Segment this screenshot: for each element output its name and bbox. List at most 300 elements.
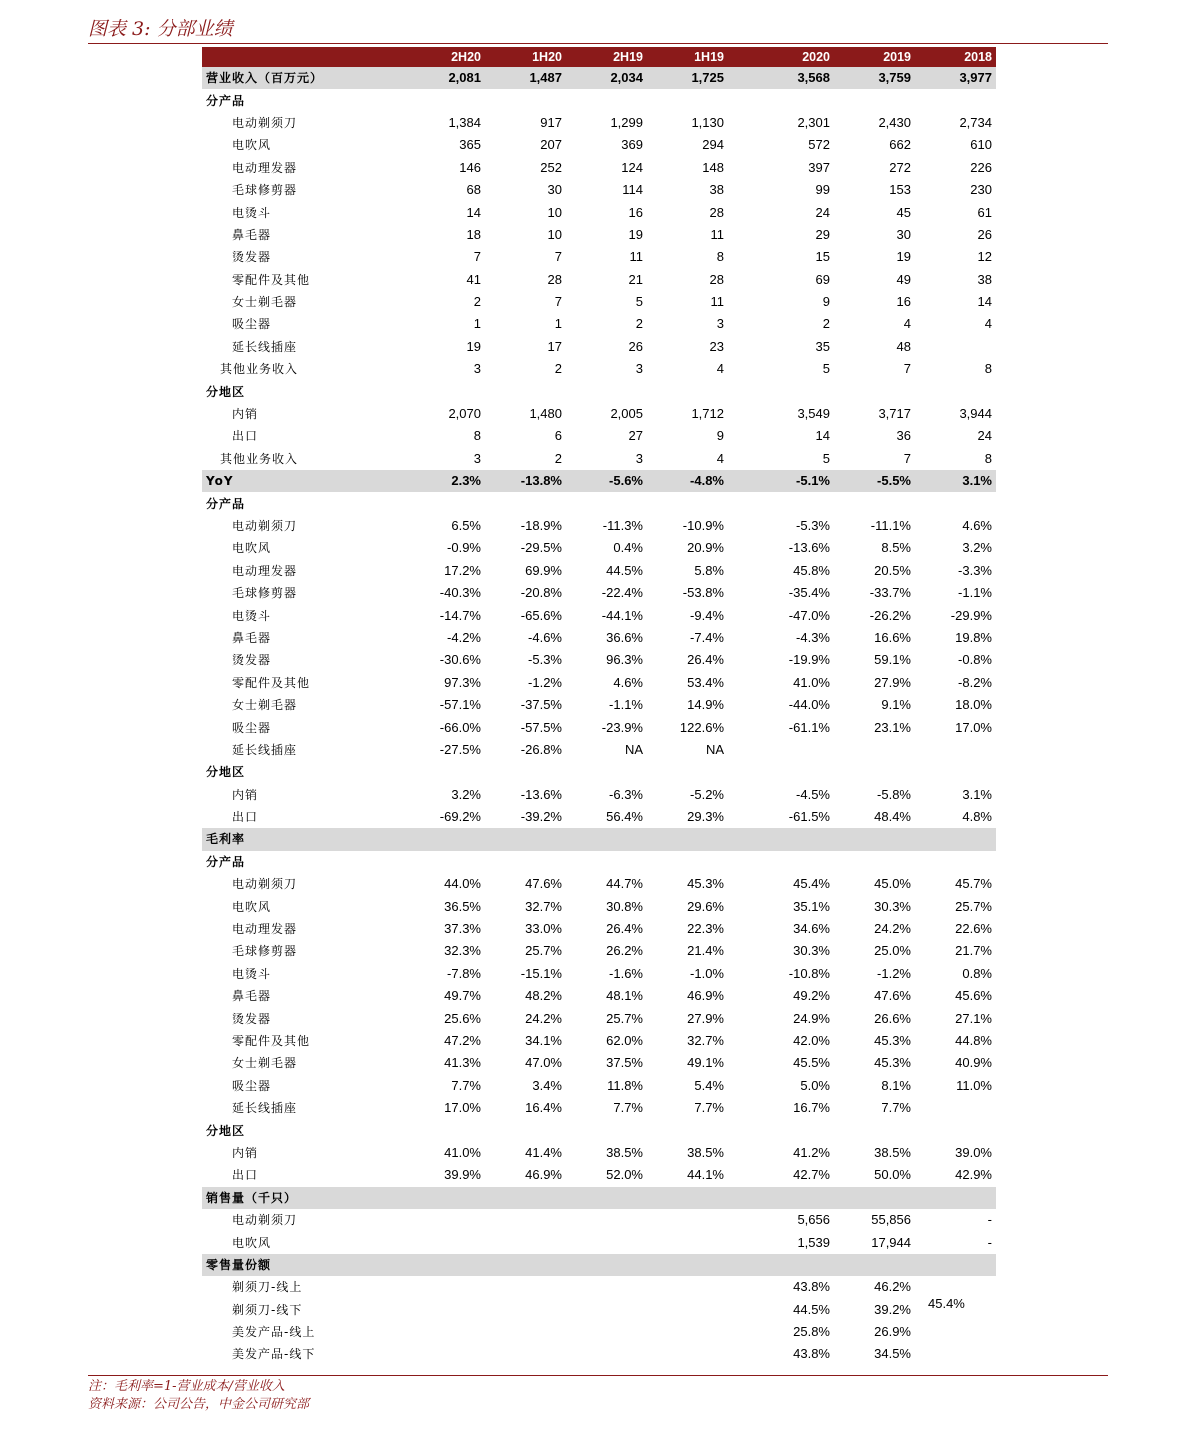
value-cell: -18.9%: [520, 518, 562, 533]
value-cell: -29.5%: [520, 540, 562, 556]
table-row: [202, 89, 996, 111]
value-cell: 148: [702, 159, 724, 175]
value-cell: 44.1%: [687, 1167, 724, 1183]
value-cell: 12: [977, 249, 992, 265]
value-cell: 26.2%: [606, 943, 643, 959]
column-gap: [728, 67, 753, 89]
value-cell: [485, 1187, 566, 1209]
row-label: 分地区: [206, 1123, 246, 1138]
value-cell: 49.2%: [793, 988, 830, 1004]
value-cell: 40.9%: [955, 1055, 992, 1071]
row-label: 出口: [232, 1168, 259, 1183]
value-cell: 4.6%: [613, 674, 643, 690]
column-gap: [728, 918, 753, 940]
value-cell: [566, 492, 647, 514]
row-label: 鼻毛器: [232, 227, 272, 242]
column-gap: [728, 985, 753, 1007]
table-row: [202, 739, 996, 761]
value-cell: 4.8%: [962, 809, 992, 825]
row-label: 吸尘器: [232, 720, 272, 735]
value-cell: 610: [970, 137, 992, 153]
value-cell: [753, 1119, 834, 1141]
row-label: 分产品: [206, 496, 246, 511]
value-cell: 4: [903, 316, 911, 332]
column-gap: [728, 806, 753, 828]
value-cell: 44.5%: [606, 562, 643, 578]
value-cell: 45.3%: [874, 1032, 911, 1048]
value-cell: 55,856: [871, 1212, 911, 1228]
value-cell: 26.6%: [874, 1010, 911, 1026]
value-cell: 2.3%: [404, 470, 485, 492]
value-cell: -1.1%: [609, 697, 643, 713]
value-cell: 17,944: [871, 1234, 911, 1250]
column-gap: [728, 448, 753, 470]
value-cell: [647, 828, 728, 850]
value-cell: -13.8%: [485, 470, 566, 492]
value-cell: 48.1%: [606, 988, 643, 1004]
table-row: [202, 224, 996, 246]
value-cell: [834, 851, 915, 873]
row-label: 内销: [232, 407, 259, 422]
value-cell: [485, 492, 566, 514]
value-cell: 32.3%: [444, 943, 481, 959]
value-cell: 230: [970, 182, 992, 198]
bottom-rule: [88, 1375, 1108, 1376]
column-gap: [728, 1298, 753, 1320]
row-label: 电吹风: [232, 541, 272, 556]
column-gap: [728, 851, 753, 873]
column-gap: [728, 1075, 753, 1097]
value-cell: 22.3%: [687, 921, 724, 937]
header-gap: [728, 47, 753, 67]
value-cell: [485, 89, 566, 111]
column-gap: [728, 873, 753, 895]
value-cell: 21: [628, 271, 643, 287]
value-cell: [647, 1187, 728, 1209]
row-label: 分产品: [206, 854, 246, 869]
value-cell: 59.1%: [874, 652, 911, 668]
value-cell: 1,539: [797, 1234, 830, 1250]
value-cell: 47.6%: [525, 876, 562, 892]
value-cell: 17.2%: [444, 562, 481, 578]
value-cell: 48.4%: [874, 809, 911, 825]
value-cell: 6.5%: [451, 518, 481, 533]
column-gap: [728, 492, 753, 514]
value-cell: 1,712: [691, 406, 724, 422]
value-cell: 8: [984, 361, 992, 377]
value-cell: [753, 492, 834, 514]
value-cell: -47.0%: [788, 607, 830, 623]
footnote-definition: 注：毛利率=1-营业成本/营业收入: [88, 1379, 285, 1394]
value-cell: 8.1%: [881, 1077, 911, 1093]
value-cell: 1,299: [610, 114, 643, 130]
row-label: 电烫斗: [232, 205, 272, 220]
value-cell: 8.5%: [881, 540, 911, 556]
value-cell: [647, 89, 728, 111]
value-cell: 2,081: [404, 67, 485, 89]
value-cell: [647, 1276, 728, 1298]
value-cell: [566, 1187, 647, 1209]
value-cell: 48: [896, 338, 911, 354]
table-row: [202, 201, 996, 223]
row-label: 内销: [232, 787, 259, 802]
table-row: [202, 515, 996, 537]
value-cell: -5.3%: [796, 518, 830, 533]
table-row: [202, 1321, 996, 1343]
value-cell: 21.4%: [687, 943, 724, 959]
table-row: [202, 157, 996, 179]
value-cell: 29: [815, 226, 830, 242]
row-label: 烫发器: [232, 653, 272, 668]
value-cell: 99: [815, 182, 830, 198]
table-row: [202, 672, 996, 694]
row-label: 电烫斗: [232, 966, 272, 981]
row-label: 毛球修剪器: [232, 944, 298, 959]
row-label: 电吹风: [232, 138, 272, 153]
value-cell: 917: [540, 114, 562, 130]
value-cell: 114: [622, 182, 643, 198]
value-cell: [404, 1231, 485, 1253]
value-cell: -61.1%: [788, 719, 830, 735]
value-cell: 14: [466, 204, 481, 220]
column-gap: [728, 940, 753, 962]
value-cell: -23.9%: [601, 719, 643, 735]
value-cell: 32.7%: [525, 898, 562, 914]
value-cell: [647, 1231, 728, 1253]
value-cell: 18: [466, 226, 481, 242]
value-cell: -1.6%: [609, 965, 643, 981]
value-cell: [566, 89, 647, 111]
value-cell: 25.7%: [525, 943, 562, 959]
value-cell: 38.5%: [874, 1144, 911, 1160]
value-cell: 28: [709, 271, 724, 287]
value-cell: 27.1%: [955, 1010, 992, 1026]
value-cell: 41: [466, 271, 481, 287]
value-cell: [647, 1254, 728, 1276]
value-cell: [834, 89, 915, 111]
table-row: [202, 784, 996, 806]
value-cell: [753, 851, 834, 873]
column-gap: [728, 1097, 753, 1119]
column-gap: [728, 1276, 753, 1298]
value-cell: 8: [473, 428, 481, 444]
value-cell: 8: [984, 450, 992, 466]
value-cell: 122.6%: [679, 719, 724, 735]
column-header: 1H20: [485, 47, 566, 67]
value-cell: 5: [635, 294, 643, 310]
value-cell: [834, 761, 915, 783]
value-cell: [834, 492, 915, 514]
table-row: [202, 1187, 996, 1209]
value-cell: 1,725: [647, 67, 728, 89]
row-label: 美发产品-线下: [232, 1347, 316, 1362]
value-cell: 572: [808, 137, 830, 153]
column-gap: [728, 1142, 753, 1164]
value-cell: 62.0%: [606, 1032, 643, 1048]
value-cell: 36: [896, 428, 911, 444]
row-label: 出口: [232, 429, 259, 444]
value-cell: [404, 1343, 485, 1365]
value-cell: 49.7%: [444, 988, 481, 1004]
row-label: 电动剃须刀: [232, 1213, 298, 1228]
value-cell: 56.4%: [606, 809, 643, 825]
value-cell: 68: [466, 182, 481, 198]
table-row: [202, 918, 996, 940]
value-cell: 32.7%: [687, 1032, 724, 1048]
value-cell: 20.9%: [687, 540, 724, 556]
table-row: [202, 1209, 996, 1231]
row-label: YoY: [202, 470, 404, 492]
value-cell: [404, 1187, 485, 1209]
row-label: 毛球修剪器: [232, 183, 298, 198]
row-label: 零配件及其他: [232, 675, 311, 690]
row-label: 剃须刀-线上: [232, 1280, 303, 1295]
column-header: 2018: [915, 47, 996, 67]
table-row: [202, 1254, 996, 1276]
table-row: [202, 403, 996, 425]
value-cell: 3,759: [834, 67, 915, 89]
value-cell: 11.8%: [607, 1077, 643, 1093]
value-cell: [647, 851, 728, 873]
column-gap: [728, 1343, 753, 1365]
value-cell: -14.7%: [439, 607, 481, 623]
table-row: [202, 1343, 996, 1365]
value-cell: -7.8%: [447, 965, 481, 981]
value-cell: 36.6%: [606, 629, 643, 645]
value-cell: 9.1%: [881, 697, 911, 713]
table-row: [202, 470, 996, 492]
value-cell: 3,568: [753, 67, 834, 89]
value-cell: 3,549: [797, 406, 830, 422]
table-row: [202, 560, 996, 582]
column-gap: [728, 1119, 753, 1141]
value-cell: [647, 1119, 728, 1141]
value-cell: [566, 851, 647, 873]
value-cell: 5: [822, 450, 830, 466]
table-row: [202, 627, 996, 649]
value-cell: 7: [554, 294, 562, 310]
table-row: [202, 134, 996, 156]
column-gap: [728, 963, 753, 985]
table-row: [202, 895, 996, 917]
column-gap: [728, 784, 753, 806]
value-cell: [485, 761, 566, 783]
value-cell: 44.0%: [444, 876, 481, 892]
value-cell: 38.5%: [687, 1144, 724, 1160]
table-row: [202, 336, 996, 358]
value-cell: [915, 1343, 996, 1365]
row-label: 销售量（千只）: [202, 1187, 404, 1209]
value-cell: [566, 1209, 647, 1231]
column-gap: [728, 1321, 753, 1343]
column-gap: [728, 560, 753, 582]
row-label: 女士剃毛器: [232, 1056, 298, 1071]
value-cell: 26.9%: [874, 1324, 911, 1340]
value-cell: 45.4%: [793, 876, 830, 892]
value-cell: [404, 851, 485, 873]
value-cell: 69: [815, 271, 830, 287]
value-cell: -5.5%: [834, 470, 915, 492]
value-cell: 2,734: [959, 114, 992, 130]
column-gap: [728, 291, 753, 313]
value-cell: NA: [624, 741, 643, 757]
value-cell: 45.3%: [687, 876, 724, 892]
column-gap: [728, 1187, 753, 1209]
value-cell: 50.0%: [874, 1167, 911, 1183]
value-cell: 47.0%: [525, 1055, 562, 1071]
value-cell: [404, 1209, 485, 1231]
value-cell: NA: [705, 741, 724, 757]
table-row: [202, 582, 996, 604]
row-label: 烫发器: [232, 250, 272, 265]
value-cell: -26.8%: [520, 741, 562, 757]
value-cell: [404, 761, 485, 783]
value-cell: [753, 739, 834, 761]
value-cell: -5.3%: [528, 652, 562, 668]
column-gap: [728, 246, 753, 268]
value-cell: 38: [977, 271, 992, 287]
value-cell: 3: [635, 450, 643, 466]
value-cell: -35.4%: [788, 585, 830, 601]
value-cell: [404, 1321, 485, 1343]
value-cell: 15: [815, 249, 830, 265]
table-row: [202, 67, 996, 89]
footnote-source: 资料来源：公司公告，中金公司研究部: [88, 1397, 310, 1412]
table-row: [202, 851, 996, 873]
table-row: [202, 963, 996, 985]
value-cell: -11.1%: [870, 518, 911, 533]
value-cell: 30.8%: [606, 898, 643, 914]
value-cell: -33.7%: [869, 585, 911, 601]
value-cell: 24.9%: [793, 1010, 830, 1026]
row-label: 鼻毛器: [232, 630, 272, 645]
column-gap: [728, 1007, 753, 1029]
value-cell: [915, 739, 996, 761]
value-cell: 52.0%: [606, 1167, 643, 1183]
value-cell: 28: [709, 204, 724, 220]
value-cell: 48.2%: [525, 988, 562, 1004]
value-cell: 3.2%: [451, 786, 481, 802]
value-cell: 21.7%: [955, 943, 992, 959]
value-cell: [834, 739, 915, 761]
value-cell: 4: [716, 361, 724, 377]
value-cell: 3: [473, 450, 481, 466]
value-cell: 7: [903, 361, 911, 377]
value-cell: 34.1%: [525, 1032, 562, 1048]
value-cell: [566, 1343, 647, 1365]
value-cell: 10: [547, 226, 562, 242]
value-cell: [834, 1187, 915, 1209]
row-label: 延长线插座: [232, 742, 298, 757]
value-cell: 27.9%: [874, 674, 911, 690]
value-cell: [915, 761, 996, 783]
value-cell: [915, 492, 996, 514]
value-cell: 23.1%: [874, 719, 911, 735]
value-cell: 272: [889, 159, 911, 175]
value-cell: 30: [547, 182, 562, 198]
value-cell: 53.4%: [687, 674, 724, 690]
row-label: 电动剃须刀: [232, 519, 298, 533]
column-gap: [728, 649, 753, 671]
value-cell: [404, 492, 485, 514]
value-cell: 24: [815, 204, 830, 220]
value-cell: 2,430: [878, 114, 911, 130]
value-cell: [404, 380, 485, 402]
value-cell: 29.6%: [687, 898, 724, 914]
value-cell: [566, 1231, 647, 1253]
value-cell: 19: [628, 226, 643, 242]
value-cell: [404, 828, 485, 850]
row-label: 电动理发器: [232, 160, 298, 175]
value-cell: -5.8%: [877, 786, 911, 802]
table-row: [202, 1007, 996, 1029]
value-cell: -20.8%: [520, 585, 562, 601]
value-cell: 33.0%: [525, 921, 562, 937]
value-cell: 8: [716, 249, 724, 265]
value-cell: [566, 828, 647, 850]
value-cell: 5.8%: [694, 562, 724, 578]
column-gap: [728, 134, 753, 156]
row-label: 电动理发器: [232, 922, 298, 937]
table-row: [202, 1164, 996, 1186]
value-cell: 2: [554, 450, 562, 466]
value-cell: 25.6%: [444, 1010, 481, 1026]
value-cell: -44.0%: [788, 697, 830, 713]
table-row: [202, 269, 996, 291]
value-cell: [915, 1254, 996, 1276]
value-cell: 7: [554, 249, 562, 265]
column-gap: [728, 425, 753, 447]
value-cell: -9.4%: [690, 607, 724, 623]
value-cell: -65.6%: [520, 607, 562, 623]
value-cell: 19: [466, 338, 481, 354]
value-cell: 46.9%: [525, 1167, 562, 1183]
value-cell: -13.6%: [788, 540, 830, 556]
value-cell: 39.2%: [874, 1301, 911, 1317]
row-label: 吸尘器: [232, 317, 272, 332]
value-cell: -57.1%: [439, 697, 481, 713]
value-cell: 44.5%: [793, 1301, 830, 1317]
value-cell: 3: [635, 361, 643, 377]
value-cell: 45.5%: [793, 1055, 830, 1071]
value-cell: 2: [473, 294, 481, 310]
value-cell: [753, 380, 834, 402]
column-gap: [728, 336, 753, 358]
value-cell: 45.3%: [874, 1055, 911, 1071]
value-cell: -4.3%: [796, 629, 830, 645]
column-gap: [728, 828, 753, 850]
row-label: 电动理发器: [232, 563, 298, 578]
value-cell: -0.9%: [447, 540, 481, 556]
value-cell: -10.9%: [682, 518, 724, 533]
row-label: 电吹风: [232, 899, 272, 914]
column-gap: [728, 313, 753, 335]
value-cell: 3: [716, 316, 724, 332]
value-cell: 124: [621, 159, 643, 175]
column-gap: [728, 1209, 753, 1231]
value-cell: [834, 1119, 915, 1141]
table-row: [202, 1231, 996, 1253]
value-cell: -6.3%: [609, 786, 643, 802]
value-cell: -4.6%: [528, 629, 562, 645]
value-cell: [485, 1276, 566, 1298]
column-gap: [728, 1231, 753, 1253]
value-cell: 3.1%: [962, 786, 992, 802]
value-cell: 96.3%: [606, 652, 643, 668]
value-cell: -22.4%: [601, 585, 643, 601]
column-gap: [728, 470, 753, 492]
value-cell: 19: [896, 249, 911, 265]
